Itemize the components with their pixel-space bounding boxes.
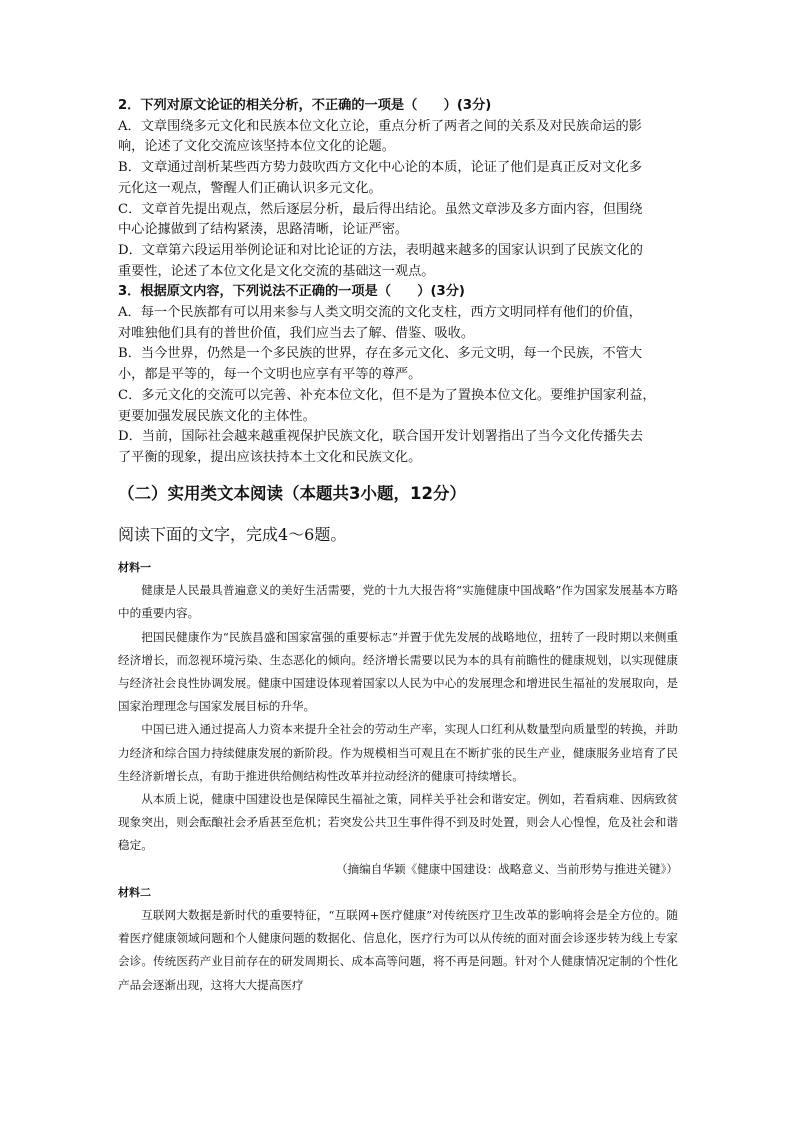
- option-line: 小，都是平等的，每一个文明也应享有平等的尊严。: [118, 367, 422, 383]
- material-2-label: 材料二: [118, 885, 151, 899]
- question-3-option-c: [118, 386, 686, 427]
- option-line: 元化这一观点，警醒人们正确认识多元文化。: [118, 180, 382, 196]
- option-line: A．文章围绕多元文化和民族本位文化立论，重点分析了两者之间的关系及对民族命运的影: [118, 118, 642, 134]
- section-heading: （二）实用类文本阅读（本题共3小题，12分）: [118, 484, 466, 503]
- question-2-option-c: [118, 200, 686, 241]
- reading-materials: [118, 556, 678, 997]
- question-3: 3．根据原文内容，下列说法不正确的一项是（ ）(3分): [118, 284, 465, 300]
- option-line: 重要性，论述了本位文化是文化交流的基础这一观点。: [118, 263, 435, 279]
- reading-instruction: 阅读下面的文字，完成4～6题。: [118, 525, 347, 544]
- option-line: 了平衡的现象，提出应该扶持本土文化和民族文化。: [118, 449, 422, 465]
- question-2-option-b: [118, 158, 686, 199]
- question-2-option-a: [118, 117, 686, 158]
- material-1-paragraph: 把国民健康作为“民族昌盛和国家富强的重要标志”并置于优先发展的战略地位，扭转了一段时期以来侧重经济增长，而忽视环境污染、生态恶化的倾向。经济增长需要以民为本的具有前瞻性的健康规划，以实现健康与经济社会良性协调发展。健康中国建设体现着国家以人民为中心的发展理念和增进民生福祉的发展取向，是国家治理理念与国家发展目标的升华。: [118, 629, 678, 714]
- option-line: C．多元文化的交流可以完善、补充本位文化，但不是为了置换本位文化。要维护国家利益，: [118, 387, 656, 403]
- option-line: 更要加强发展民族文化的主体性。: [118, 408, 316, 424]
- questions-section: [118, 96, 686, 469]
- option-line: 中心论據做到了结构紧湊，思路清晰，论证严密。: [118, 222, 409, 238]
- material-1-paragraph: 健康是人民最具普遍意义的美好生活需要，党的十九大报告将“实施健康中国战略”作为国家发展基本方略中的重要内容。: [118, 583, 678, 621]
- option-line: C．文章首先提出观点，然后逐层分析，最后得出结论。虽然文章涉及多方面内容，但围绕: [118, 201, 643, 217]
- question-3-option-b: [118, 344, 686, 385]
- material-2-paragraph: 互联网大数据是新时代的重要特征，“互联网+医疗健康”对传统医疗卫生改革的影响将会是全方位的。随着医疗健康领域问题和个人健康问题的数据化、信息化，医疗行为可以从传统的面对面会诊逐步转为线上专家会诊。传统医药产业目前存在的研发周期长、成本高等问题，将不再是问题。针对个人健康情况定制的个性化产品会逐渐出现，这将大大提高医疗: [118, 908, 678, 992]
- material-1-label: 材料一: [118, 561, 151, 574]
- question-2: 2．下列对原文论证的相关分析，不正确的一项是（ ）(3分): [118, 98, 492, 113]
- option-line: B．文章通过剖析某些西方势力鼓吹西方文化中心论的本质，论证了他们是真正反对文化多: [118, 160, 642, 176]
- option-line: D．文章第六段运用举例论证和对比论证的方法，表明越来越多的国家认识到了民族文化的: [118, 242, 643, 258]
- option-line: B．当今世界，仍然是一个多民族的世界，存在多元文化、多元文明，每一个民族，不管大: [118, 346, 642, 362]
- question-3-option-d: [118, 427, 686, 468]
- option-line: 对唯独他们具有的普世价值，我们应当去了解、借鉴、吸收。: [118, 325, 475, 341]
- material-1-source: （摘编自华颖《健康中国建设：战略意义、当前形势与推进关键》）: [335, 861, 678, 876]
- option-line: 响，论述了文化交流应该坚持本位文化的论题。: [118, 139, 395, 155]
- material-1-paragraph: 从本质上说，健康中国建设也是保障民生福祉之策，同样关乎社会和谐安定。例如，若看病难、因病致贫现象突出，则会酝酿社会矛盾甚至危机；若突发公共卫生事件得不到及时处置，则会人心惶惶，危及社会和谐稳定。: [118, 792, 678, 853]
- question-2-option-d: [118, 241, 686, 282]
- question-3-option-a: [118, 303, 686, 344]
- option-line: A．每一个民族都有可以用来参与人类文明交流的文化支柱，西方文明同样有他们的价值，: [118, 305, 642, 321]
- material-1-paragraph: 中国已进入通过提高人力资本来提升全社会的劳动生产率，实现人口红利从数量型向质量型的转换，并助力经济和综合国力持续健康发展的新阶段。作为规模相当可观且在不断扩张的民生产业，健康服务业培育了民生经济新增长点，有助于推进供给侧结构性改革并拉动经济的健康可持续增长。: [118, 722, 678, 783]
- option-line: D．当前，国际社会越来越重视保护民族文化，联合国开发计划署指出了当今文化传播失去: [118, 429, 643, 445]
